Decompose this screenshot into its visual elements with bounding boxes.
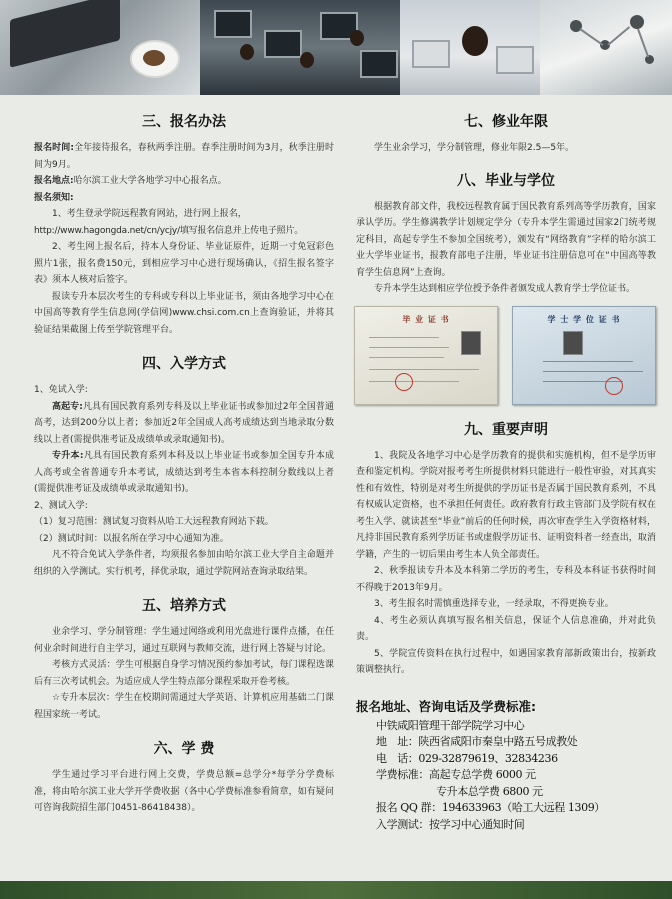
test-time: （2）测试时间：以报名所在学习中心通知为准。 bbox=[34, 533, 229, 544]
reg-time-text: 全年接待报名，春秋两季注册。春季注册时间为3月，秋季注册时间为9月。 bbox=[34, 143, 334, 170]
reg-notice-1: 1、考生登录学院远程教育网站，进行网上报名， bbox=[52, 209, 247, 219]
contact-fee-zsb: 专升本总学费 6800 元 bbox=[436, 784, 543, 798]
statement-p5: 5、学院宣传资料在执行过程中，如遇国家教育部新政策出台，按新政策调整执行。 bbox=[356, 648, 656, 675]
degree-certificate-title: 学 士 学 位 证 书 bbox=[547, 314, 621, 324]
coffee-cup-image bbox=[130, 40, 180, 78]
contact-fee-gqz: 学费标准：高起专总学费 6000 元 bbox=[376, 768, 536, 781]
study-years-p1: 学生业余学习，学分制管理，修业年限2.5—5年。 bbox=[374, 143, 575, 153]
gqz-label: 高起专: bbox=[52, 401, 83, 412]
section-title-graduation: 八、毕业与学位 bbox=[457, 172, 555, 189]
header-photo-strip bbox=[0, 0, 672, 95]
reg-notice-1-url: http://www.hagongda.net/cn/ycjy/填写报名信息并上传电子照片。 bbox=[34, 225, 304, 236]
graduation-p2: 专升本学生达到相应学位授予条件者颁发成人教育学士学位证书。 bbox=[374, 284, 636, 294]
graduation-certificate-image bbox=[354, 306, 498, 405]
right-column bbox=[356, 103, 656, 833]
graduation-certificate-title: 毕 业 证 书 bbox=[402, 314, 450, 324]
statement-p3: 3、考生报名时需慎重选择专业，一经录取，不得更换专业。 bbox=[374, 599, 614, 609]
section-title-statement: 九、重要声明 bbox=[464, 421, 548, 438]
certificate-photo bbox=[563, 331, 583, 355]
contact-phone: 电 话：029-32879619、32834236 bbox=[376, 751, 558, 765]
graduation-p1: 根据教育部文件，我校远程教育属于国民教育系列高等学历教育，国家承认学历。学生修满教学计划规定学分（专升本学生需通过国家2门统考规定科目，高起专学生不参加全国统考），颁发有“网络教育”字样的哈尔滨工业大学毕业证书，报教育部电子注册，毕业证书注册信息可在“中国高等教育学生信息网”上查询。 bbox=[356, 201, 656, 278]
contact-title: 报名地址、咨询电话及学费标准: bbox=[356, 698, 536, 714]
certificate-photo bbox=[461, 331, 481, 355]
reg-time-label: 报名时间: bbox=[34, 143, 74, 153]
section-title-admission: 四、入学方式 bbox=[142, 356, 226, 372]
certificate-images bbox=[354, 306, 656, 405]
reg-place-label: 报名地点: bbox=[34, 176, 74, 186]
test-note: 凡不符合免试入学条件者，均须报名参加由哈尔滨工业大学自主命题并组织的入学测试。实行机考，择优录取，通过学院网站查询录取结果。 bbox=[34, 550, 334, 577]
admission-item-1: 1、免试入学: bbox=[34, 385, 88, 395]
footer-bar bbox=[0, 881, 672, 899]
student-headset-photo bbox=[400, 0, 540, 95]
zsb-label: 专升本: bbox=[52, 451, 84, 461]
reg-notice-3: 报读专升本层次考生的专科或专科以上毕业证书，须由各地学习中心在中国高等教育学生信息网(学信网)www.chsi.com.cn上查询验证，并将其验证结果截图上传至学院管理平台。 bbox=[34, 291, 334, 335]
contact-org: 中铁咸阳管理干部学院学习中心 bbox=[376, 718, 525, 732]
laptop-coffee-photo bbox=[0, 0, 200, 95]
gqz-text: 凡具有国民教育系列专科及以上毕业证书或参加过2年全国普通高考，达到200分以上者；参加近2年全国成人高考成绩达到当地录取分数线以上者(需提供准考证及成绩单或录取通知书)。 bbox=[34, 401, 334, 445]
statement-p4: 4、考生必须认真填写报名相关信息，保证个人信息准确，并对此负责。 bbox=[356, 615, 656, 642]
seal-icon bbox=[605, 377, 623, 395]
reg-place-text: 哈尔滨工业大学各地学习中心报名点。 bbox=[73, 176, 227, 186]
test-scope: （1）复习范围：测试复习资料从哈工大远程教育网站下载。 bbox=[34, 517, 274, 527]
seal-icon bbox=[395, 373, 413, 391]
contact-qq-group: 报名 QQ 群：194633963（哈工大远程 1309） bbox=[376, 801, 605, 814]
statement-p1: 1、我院及各地学习中心是学历教育的提供和实施机构，但不是学历审查和鉴定机构。学院对报考考生所提供材料只能进行一般性审验，对其真实性和有效性，特别是对考生所提供的学历证书是否属于国民教育系列，不具有权威认定资格，也不承担任何责任。政府教育行政主管部门及学院有权在考生入学、就读甚至“毕业”前后的任何时候，再次审查学生入学资格材料，凡持非国民教育系列学历证书或虚假学历证书、证明资料者一经查出，取消学籍，产生的一切后果由考生本人负全部责任。 bbox=[356, 450, 656, 560]
admission-item-2: 2、测试入学: bbox=[34, 500, 88, 511]
computer-lab-photo bbox=[200, 0, 400, 95]
contact-block bbox=[356, 697, 656, 834]
statement-p2: 2、秋季报读专升本及本科第二学历的考生，专科及本科证书获得时间不得晚于2013年9月。 bbox=[356, 566, 656, 593]
training-p2: 考核方式灵活：学生可根据自身学习情况预约参加考试，每门课程选课后有三次考试机会。为适应成人学生特点部分课程采取开卷考核。 bbox=[34, 660, 334, 687]
contact-address: 地 址：陕西省咸阳市秦皇中路五号成教处 bbox=[376, 735, 578, 748]
contact-entrance-test: 入学测试：按学习中心通知时间 bbox=[376, 817, 525, 831]
zsb-text: 凡具有国民教育系列本科及以上毕业证书或参加全国专升本成人高考或全省普通专升本考试，成绩达到考生本省本科控制分数线以上者(需提供准考证及成绩单或录取通知书)。 bbox=[34, 451, 334, 494]
left-column bbox=[34, 103, 334, 817]
tuition-p1: 学生通过学习平台进行网上交费，学费总额=总学分*每学分学费标准，将由哈尔滨工业大学开学费收据（各中心学费标准参看简章，如有疑问可咨询我院招生部门0451-86418438）。 bbox=[34, 770, 334, 813]
laptop-image bbox=[10, 0, 120, 68]
section-title-tuition: 六、学 费 bbox=[153, 741, 215, 757]
molecule-photo bbox=[540, 0, 672, 95]
section-title-training: 五、培养方式 bbox=[142, 598, 226, 614]
section-title-study-years: 七、修业年限 bbox=[464, 114, 548, 130]
section-title-registration: 三、报名办法 bbox=[142, 114, 226, 130]
reg-notice-2: 2、考生网上报名后，持本人身份证、毕业证原件，近期一寸免冠彩色照片1张，报名费150元，到相应学习中心进行现场确认，《招生报名签字表》须本人核对后签字。 bbox=[34, 242, 334, 285]
training-p3: ☆专升本层次：学生在校期间需通过大学英语、计算机应用基础二门课程国家统一考试。 bbox=[34, 693, 334, 720]
reg-notice-label: 报名须知: bbox=[34, 192, 74, 203]
degree-certificate-image bbox=[512, 306, 656, 405]
training-p1: 业余学习、学分制管理：学生通过网络或利用光盘进行课件点播，在任何业余时间进行自主学习，通过互联网与教师交流，进行网上答疑与讨论。 bbox=[34, 627, 334, 654]
